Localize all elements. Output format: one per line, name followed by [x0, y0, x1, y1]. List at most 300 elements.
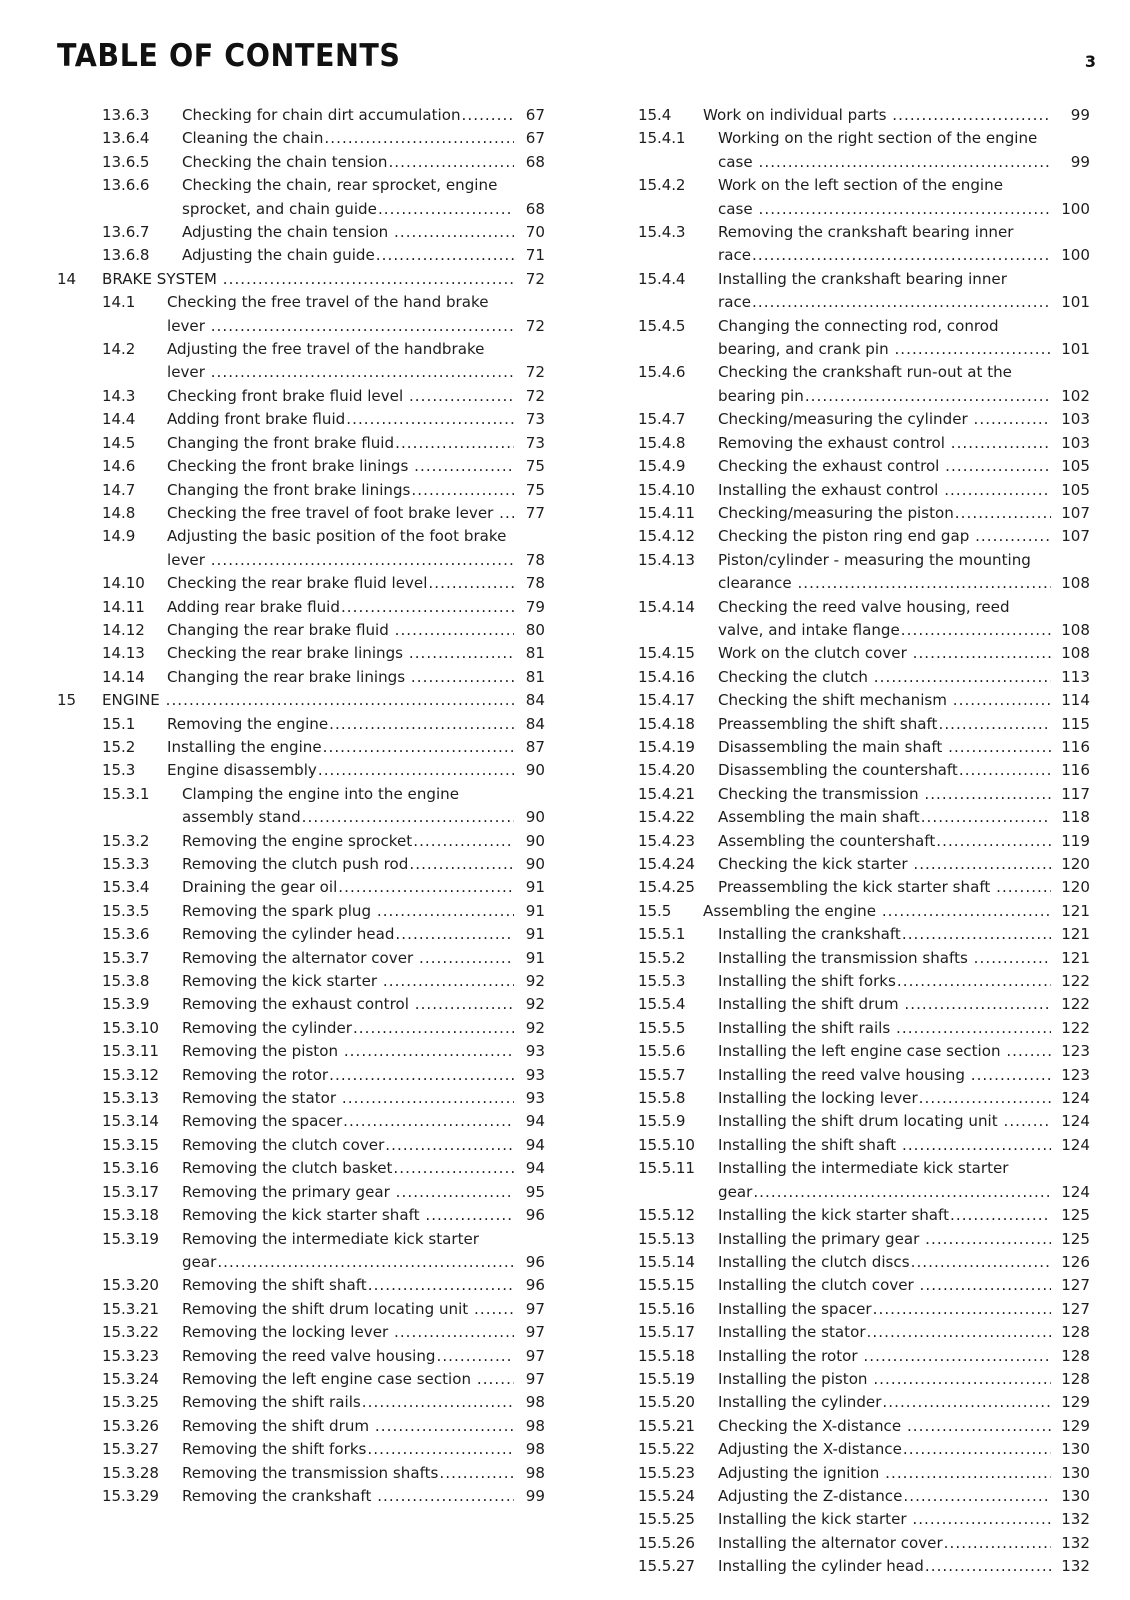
toc-entry[interactable]	[57, 1391, 545, 1414]
toc-entry-title: Installing the cylinder	[718, 1393, 882, 1412]
dot-leader	[211, 361, 514, 384]
toc-entry[interactable]	[57, 1204, 545, 1227]
toc-entry[interactable]	[57, 1298, 545, 1321]
toc-entry[interactable]	[593, 596, 1090, 643]
toc-entry-body	[718, 923, 1090, 946]
toc-entry[interactable]	[57, 876, 545, 899]
toc-entry-title: Checking the reed valve housing, reed	[718, 597, 1010, 616]
toc-entry-body	[182, 244, 545, 267]
toc-entry-line-final	[182, 947, 545, 970]
toc-entry[interactable]	[593, 1087, 1090, 1110]
toc-entry-title: Changing the front brake fluid	[167, 433, 395, 452]
toc-entry[interactable]	[593, 970, 1090, 993]
toc-entry-title: sprocket, and chain guide	[182, 199, 377, 218]
toc-entry[interactable]	[593, 525, 1090, 548]
toc-entry-line-final	[718, 151, 1090, 174]
toc-entry[interactable]	[57, 759, 545, 782]
toc-entry[interactable]	[593, 1017, 1090, 1040]
toc-entry-title: Removing the locking lever	[182, 1323, 393, 1342]
toc-entry-line-final	[718, 1462, 1090, 1485]
toc-entry-page: 70	[525, 223, 545, 242]
dot-leader	[376, 244, 514, 267]
toc-entry-title: Installing the stator	[718, 1323, 866, 1342]
toc-entry-line-final	[718, 713, 1090, 736]
toc-entry-page: 98	[525, 1440, 545, 1459]
dot-leader	[950, 1204, 1051, 1227]
toc-entry[interactable]	[57, 853, 545, 876]
toc-entry[interactable]	[593, 1391, 1090, 1414]
toc-entry[interactable]	[593, 1134, 1090, 1157]
toc-entry-title: Removing the left engine case section	[182, 1369, 476, 1388]
toc-entry[interactable]	[57, 1228, 545, 1275]
toc-entry-body	[182, 127, 545, 150]
toc-entry[interactable]	[57, 127, 545, 150]
toc-entry-page: 98	[525, 1463, 545, 1482]
toc-entry-number: 15.4.8	[638, 433, 686, 452]
toc-entry-line-final	[167, 479, 545, 502]
toc-entry-title: Installing the shift drum locating unit	[718, 1112, 1003, 1131]
toc-entry-line	[718, 221, 1090, 244]
toc-entry-number: 15.3.5	[102, 901, 150, 920]
toc-entry-page: 123	[1061, 1065, 1090, 1084]
toc-entry-title: Checking the crankshaft run-out at the	[718, 363, 1012, 382]
toc-entry-page: 96	[525, 1206, 545, 1225]
toc-entry-page: 123	[1061, 1042, 1090, 1061]
toc-entry-title: Removing the spark plug	[182, 901, 376, 920]
toc-entry-body	[718, 221, 1090, 268]
toc-entry-number: 15.3.12	[102, 1065, 159, 1084]
toc-entry-title: Installing the intermediate kick starter	[718, 1159, 1009, 1178]
toc-entry[interactable]	[593, 876, 1090, 899]
toc-entry[interactable]	[593, 1321, 1090, 1344]
toc-entry-title: Removing the primary gear	[182, 1182, 395, 1201]
dot-leader	[419, 947, 514, 970]
toc-entry-page: 127	[1061, 1299, 1090, 1318]
toc-entry-body	[167, 642, 545, 665]
toc-entry[interactable]	[593, 104, 1090, 127]
toc-entry[interactable]	[593, 830, 1090, 853]
toc-entry-line	[718, 315, 1090, 338]
toc-entry[interactable]	[593, 127, 1090, 174]
toc-entry-body	[718, 759, 1090, 782]
toc-entry-line-final	[182, 1438, 545, 1461]
dot-leader	[752, 244, 1051, 267]
toc-entry[interactable]	[593, 221, 1090, 268]
toc-entry[interactable]	[57, 1415, 545, 1438]
dot-leader	[395, 923, 514, 946]
toc-entry-title: Adjusting the free travel of the handbrake	[167, 340, 485, 359]
toc-entry[interactable]	[57, 1485, 545, 1508]
toc-entry[interactable]	[57, 1064, 545, 1087]
dot-leader	[211, 549, 514, 572]
toc-entry[interactable]	[57, 993, 545, 1016]
toc-entry[interactable]	[593, 1485, 1090, 1508]
toc-entry-line-final	[182, 1298, 545, 1321]
toc-entry[interactable]	[57, 408, 545, 431]
toc-entry-title: lever	[167, 363, 210, 382]
toc-entry-title: Removing the kick starter	[182, 972, 382, 991]
toc-entry-body	[718, 1485, 1090, 1508]
toc-entry[interactable]	[593, 1157, 1090, 1204]
toc-entry-body	[718, 1415, 1090, 1438]
toc-entry[interactable]	[593, 1345, 1090, 1368]
toc-entry-title: Installing the shift shaft	[718, 1135, 901, 1154]
toc-entry-line-final	[102, 689, 545, 712]
toc-entry-body	[718, 642, 1090, 665]
toc-entry-number: 14.2	[102, 340, 136, 359]
toc-entry-page: 90	[525, 761, 545, 780]
toc-entry-title: Removing the shift rails	[182, 1393, 361, 1412]
toc-entry-title: race	[718, 293, 752, 312]
toc-entry-body	[718, 1251, 1090, 1274]
toc-entry-number: 13.6.4	[102, 129, 150, 148]
toc-entry-page: 91	[525, 878, 545, 897]
toc-entry-number: 14.7	[102, 480, 136, 499]
toc-entry[interactable]	[593, 1204, 1090, 1227]
toc-entry[interactable]	[593, 1274, 1090, 1297]
toc-entry[interactable]	[57, 221, 545, 244]
toc-entry-line	[167, 338, 545, 361]
toc-entry[interactable]	[593, 432, 1090, 455]
toc-entry[interactable]	[57, 783, 545, 830]
toc-entry-body	[718, 853, 1090, 876]
toc-entry-page: 72	[525, 363, 545, 382]
toc-entry-line-final	[182, 221, 545, 244]
toc-entry-title: Disassembling the main shaft	[718, 737, 948, 756]
toc-entry-body	[182, 104, 545, 127]
toc-entry[interactable]	[57, 525, 545, 572]
toc-entry[interactable]	[593, 1532, 1090, 1555]
toc-entry-page: 124	[1061, 1089, 1090, 1108]
toc-entry[interactable]	[593, 1555, 1090, 1578]
toc-entry-title: case	[718, 199, 758, 218]
toc-entry[interactable]	[593, 642, 1090, 665]
toc-entry-line-final	[167, 432, 545, 455]
toc-entry[interactable]	[57, 1368, 545, 1391]
toc-entry-title: Installing the clutch discs	[718, 1252, 910, 1271]
toc-entry-number: 15.3.15	[102, 1135, 159, 1154]
toc-entry[interactable]	[57, 104, 545, 127]
toc-entry-number: 15.4	[638, 106, 672, 124]
toc-entry[interactable]	[593, 1462, 1090, 1485]
dot-leader	[474, 1298, 514, 1321]
toc-entry-number: 15.5.10	[638, 1135, 695, 1154]
dot-leader	[411, 479, 514, 502]
toc-entry[interactable]	[57, 291, 545, 338]
dot-leader	[948, 736, 1051, 759]
dot-leader	[302, 806, 514, 829]
toc-entry-line-final	[718, 1485, 1090, 1508]
toc-entry[interactable]	[593, 361, 1090, 408]
toc-entry-page: 97	[525, 1369, 545, 1388]
toc-entry[interactable]	[57, 1274, 545, 1297]
toc-entry-line-final	[718, 1321, 1090, 1344]
dot-leader	[805, 385, 1051, 408]
toc-entry-number: 15.4.3	[638, 223, 686, 242]
toc-entry[interactable]	[593, 1438, 1090, 1461]
dot-leader	[867, 1321, 1051, 1344]
toc-entry[interactable]	[593, 1298, 1090, 1321]
toc-entry-number: 15.4.12	[638, 527, 695, 546]
toc-entry-body	[167, 479, 545, 502]
toc-entry-number: 15.3.20	[102, 1276, 159, 1295]
toc-entry-line	[167, 525, 545, 548]
toc-entry[interactable]	[593, 947, 1090, 970]
dot-leader	[873, 1298, 1051, 1321]
dot-leader	[439, 1462, 514, 1485]
toc-entry-number: 15.5.17	[638, 1323, 695, 1342]
toc-entry-body	[167, 596, 545, 619]
toc-entry[interactable]	[57, 619, 545, 642]
toc-entry-title: Installing the cylinder head	[718, 1557, 924, 1576]
toc-entry[interactable]	[57, 596, 545, 619]
toc-entry[interactable]	[57, 1438, 545, 1461]
toc-entry-page: 118	[1061, 808, 1090, 827]
toc-entry-body	[167, 572, 545, 595]
toc-entry-number: 15.4.9	[638, 457, 686, 476]
toc-entry[interactable]	[593, 1228, 1090, 1251]
toc-entry[interactable]	[57, 502, 545, 525]
toc-entry[interactable]	[593, 479, 1090, 502]
toc-entry-body	[718, 830, 1090, 853]
toc-entry-page: 91	[525, 901, 545, 920]
toc-entry-line-final	[718, 619, 1090, 642]
toc-entry[interactable]	[593, 736, 1090, 759]
toc-entry[interactable]	[593, 174, 1090, 221]
toc-entry[interactable]	[57, 151, 545, 174]
toc-entry[interactable]	[57, 1110, 545, 1133]
toc-entry-page: 99	[1070, 106, 1090, 124]
toc-entry[interactable]	[593, 783, 1090, 806]
toc-entry[interactable]	[57, 830, 545, 853]
toc-entry-title: Checking the kick starter	[718, 855, 913, 873]
toc-entry-line-final	[718, 338, 1090, 361]
toc-entry-body	[718, 970, 1090, 993]
toc-entry-number: 15.4.11	[638, 503, 695, 522]
toc-entry[interactable]	[57, 947, 545, 970]
toc-entry[interactable]	[57, 268, 545, 291]
toc-entry[interactable]	[57, 1181, 545, 1204]
dot-leader	[377, 1485, 514, 1508]
toc-entry-page: 90	[525, 855, 545, 873]
toc-entry[interactable]	[57, 1040, 545, 1063]
toc-entry[interactable]	[593, 1251, 1090, 1274]
toc-entry[interactable]	[57, 1157, 545, 1180]
toc-entry-body	[718, 479, 1090, 502]
toc-entry[interactable]	[57, 900, 545, 923]
toc-entry-body	[167, 338, 545, 385]
toc-entry-page: 128	[1061, 1369, 1090, 1388]
toc-entry[interactable]	[593, 1508, 1090, 1531]
dot-leader	[911, 1251, 1051, 1274]
toc-entry-line-final	[718, 853, 1090, 876]
toc-entry[interactable]	[57, 1345, 545, 1368]
dot-leader	[362, 1391, 514, 1414]
dot-leader	[477, 1368, 514, 1391]
toc-entry-title: clearance	[718, 574, 797, 593]
toc-entry-line-final	[718, 291, 1090, 314]
toc-entry-line-final	[167, 361, 545, 384]
toc-entry-body	[718, 432, 1090, 455]
dot-leader	[938, 713, 1051, 736]
toc-entry-title: Installing the alternator cover	[718, 1533, 943, 1552]
toc-entry[interactable]	[593, 853, 1090, 876]
toc-entry-title: race	[718, 246, 752, 265]
dot-leader	[945, 455, 1051, 478]
toc-entry[interactable]	[593, 549, 1090, 596]
toc-entry[interactable]	[593, 666, 1090, 689]
dot-leader	[415, 993, 514, 1016]
toc-entry[interactable]	[57, 572, 545, 595]
toc-entry-title: Installing the exhaust control	[718, 480, 944, 499]
dot-leader	[894, 338, 1051, 361]
toc-entry-page: 75	[525, 480, 545, 499]
dot-leader	[329, 713, 514, 736]
toc-entry[interactable]	[57, 1462, 545, 1485]
dot-leader	[913, 642, 1051, 665]
page-title: TABLE OF CONTENTS	[57, 38, 401, 74]
toc-entry[interactable]	[57, 689, 545, 712]
toc-entry[interactable]	[57, 923, 545, 946]
toc-entry[interactable]	[593, 408, 1090, 431]
dot-leader	[921, 806, 1051, 829]
toc-entry-title: Engine disassembly	[167, 761, 317, 780]
toc-entry[interactable]	[593, 502, 1090, 525]
toc-entry[interactable]	[593, 759, 1090, 782]
toc-entry-title: Installing the engine	[167, 737, 322, 756]
toc-entry[interactable]	[593, 900, 1090, 923]
toc-entry-title: Work on the clutch cover	[718, 644, 912, 663]
toc-entry-title: Removing the kick starter shaft	[182, 1206, 425, 1225]
toc-entry-body	[182, 1298, 545, 1321]
toc-entry-body	[182, 1134, 545, 1157]
toc-entry[interactable]	[57, 666, 545, 689]
toc-entry[interactable]	[57, 970, 545, 993]
toc-entry-line-final	[703, 900, 1090, 923]
toc-entry-title: Checking the chain tension	[182, 152, 388, 171]
toc-entry-number: 15.3.24	[102, 1369, 159, 1388]
toc-entry[interactable]	[57, 1087, 545, 1110]
toc-entry-title: Installing the locking lever	[718, 1089, 918, 1108]
toc-entry-body	[182, 151, 545, 174]
toc-entry-line-final	[718, 876, 1090, 899]
toc-entry[interactable]	[593, 923, 1090, 946]
toc-entry[interactable]	[593, 1064, 1090, 1087]
toc-entry-body	[182, 174, 545, 221]
toc-entry-body	[718, 1134, 1090, 1157]
toc-entry-line	[718, 127, 1090, 150]
toc-entry-body	[182, 1415, 545, 1438]
toc-entry[interactable]	[593, 806, 1090, 829]
toc-entry-number: 14.8	[102, 503, 136, 522]
toc-entry-body	[718, 1438, 1090, 1461]
toc-entry-title: Draining the gear oil	[182, 878, 338, 897]
toc-entry[interactable]	[57, 1134, 545, 1157]
toc-entry[interactable]	[593, 268, 1090, 315]
toc-entry-page: 75	[525, 457, 545, 476]
toc-entry-title: Adjusting the chain guide	[182, 246, 375, 265]
toc-entry-line-final	[718, 970, 1090, 993]
toc-entry-page: 121	[1061, 901, 1090, 920]
toc-entry[interactable]	[593, 1368, 1090, 1391]
toc-entry[interactable]	[593, 1415, 1090, 1438]
toc-entry-line-final	[718, 198, 1090, 221]
toc-entry-number: 15.5.1	[638, 925, 686, 944]
toc-entry-page: 125	[1061, 1206, 1090, 1225]
toc-entry-title: Removing the shift shaft	[182, 1276, 367, 1295]
toc-entry[interactable]	[593, 315, 1090, 362]
toc-entry[interactable]	[593, 1040, 1090, 1063]
toc-entry-number: 14.4	[102, 410, 136, 429]
toc-entry-body	[718, 361, 1090, 408]
toc-entry-page: 91	[525, 925, 545, 944]
toc-column-right	[545, 104, 1090, 1579]
toc-entry-line-final	[167, 502, 545, 525]
toc-entry[interactable]	[57, 244, 545, 267]
toc-entry-title: Checking the rear brake linings	[167, 644, 408, 663]
toc-entry[interactable]	[57, 432, 545, 455]
toc-entry-title: bearing pin	[718, 386, 804, 405]
dot-leader	[925, 1555, 1051, 1578]
toc-entry[interactable]	[593, 993, 1090, 1016]
toc-entry-title: Checking front brake fluid level	[167, 386, 408, 405]
toc-entry[interactable]	[593, 713, 1090, 736]
toc-entry-title: Removing the engine sprocket	[182, 831, 413, 850]
toc-entry-number: 13.6.3	[102, 106, 150, 124]
toc-entry[interactable]	[57, 174, 545, 221]
dot-leader	[996, 876, 1051, 899]
toc-entry-body	[182, 853, 545, 876]
toc-entry-number: 15.5.21	[638, 1416, 695, 1435]
toc-entry[interactable]	[57, 385, 545, 408]
toc-entry[interactable]	[593, 1110, 1090, 1133]
toc-entry-title: Changing the rear brake fluid	[167, 620, 394, 639]
toc-entry[interactable]	[593, 455, 1090, 478]
toc-entry-number: 14.9	[102, 527, 136, 546]
toc-entry-title: Installing the shift rails	[718, 1018, 896, 1037]
dot-leader	[944, 1532, 1051, 1555]
toc-entry-number: 13.6.6	[102, 176, 150, 195]
toc-entry-page: 96	[525, 1276, 545, 1295]
dot-leader	[919, 1087, 1051, 1110]
toc-entry[interactable]	[593, 689, 1090, 712]
toc-entry-line-final	[182, 1274, 545, 1297]
toc-entry[interactable]	[57, 642, 545, 665]
toc-entry-page: 128	[1061, 1323, 1090, 1342]
toc-entry[interactable]	[57, 338, 545, 385]
toc-entry-page: 100	[1061, 199, 1090, 218]
toc-entry-line-final	[718, 455, 1090, 478]
toc-entry-line-final	[182, 1064, 545, 1087]
toc-entry-number: 14	[57, 269, 77, 288]
toc-entry-line	[718, 268, 1090, 291]
toc-entry-number: 15.3.29	[102, 1486, 159, 1505]
toc-entry[interactable]	[57, 455, 545, 478]
toc-entry-title: Checking the free travel of the hand brake	[167, 293, 489, 312]
toc-entry-line-final	[718, 806, 1090, 829]
toc-entry[interactable]	[57, 479, 545, 502]
toc-entry[interactable]	[57, 736, 545, 759]
toc-entry-number: 15.5.2	[638, 948, 686, 967]
toc-entry-line-final	[718, 642, 1090, 665]
toc-entry-page: 113	[1061, 667, 1090, 686]
toc-entry-body	[718, 666, 1090, 689]
toc-entry[interactable]	[57, 713, 545, 736]
toc-entry[interactable]	[57, 1321, 545, 1344]
toc-entry-line-final	[182, 1345, 545, 1368]
toc-entry-number: 15.5.4	[638, 995, 686, 1014]
toc-entry[interactable]	[57, 1017, 545, 1040]
